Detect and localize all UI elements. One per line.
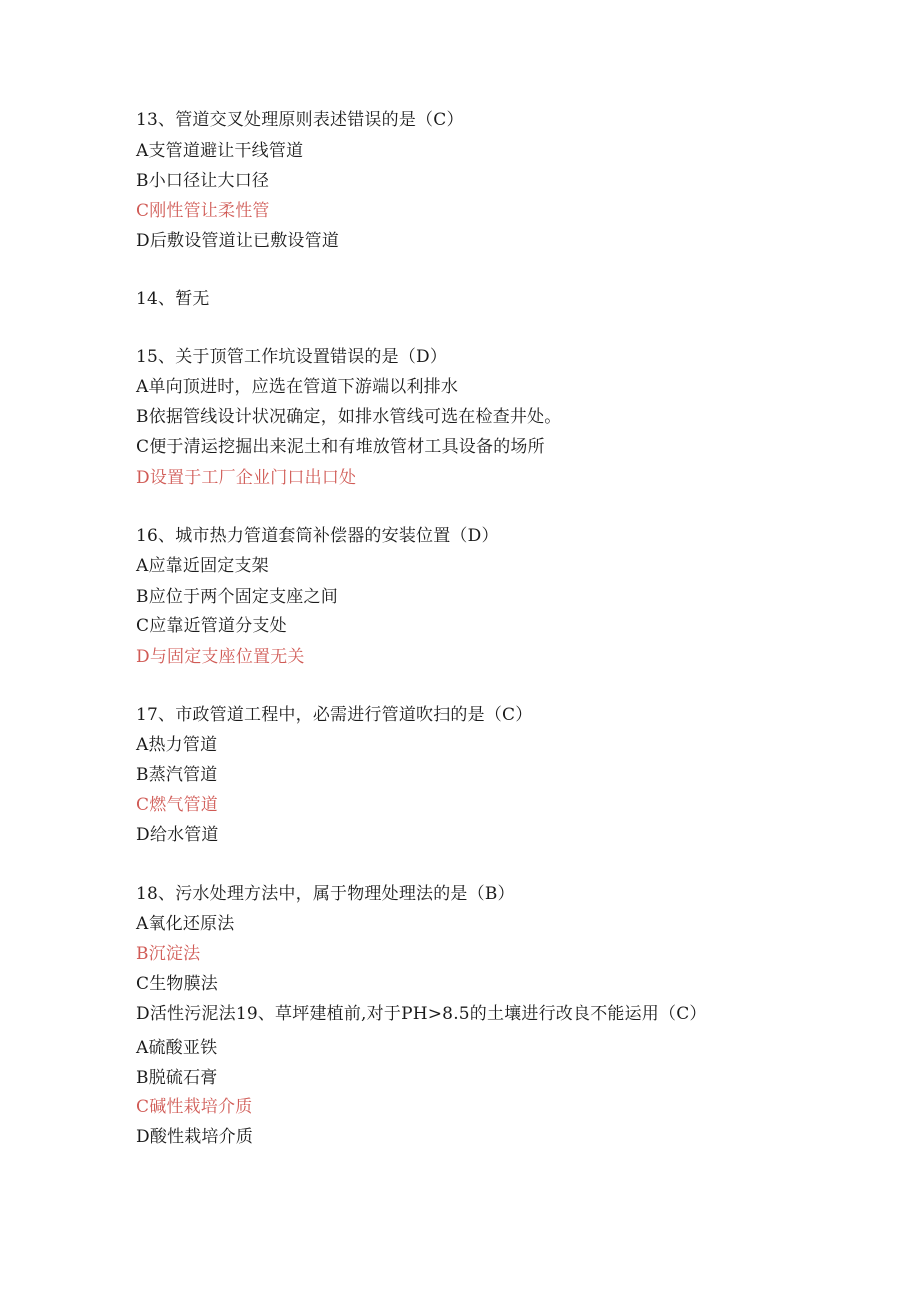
question-19-option-c-answer: C碱性栽培介质 [136,1097,253,1117]
question-14-stem: 14、暂无 [136,289,210,309]
question-16-option-b: B应位于两个固定支座之间 [136,587,338,607]
question-19-option-d: D酸性栽培介质 [136,1127,254,1147]
question-15-option-a: A单向顶进时，应选在管道下游端以利排水 [136,377,459,397]
question-13-option-a: A支管道避让干线管道 [136,141,304,161]
question-13-option-b: B小口径让大口径 [136,171,270,191]
question-16-option-c: C应靠近管道分支处 [136,616,287,636]
question-16-option-a: A应靠近固定支架 [136,556,269,576]
question-15-option-b: B依据管线设计状况确定，如排水管线可选在检查井处。 [136,407,562,427]
question-17-stem: 17、市政管道工程中，必需进行管道吹扫的是（C） [136,705,533,725]
question-15-stem: 15、关于顶管工作坑设置错误的是（D） [136,347,448,367]
question-19-option-a: A硫酸亚铁 [136,1038,218,1058]
question-13-stem: 13、管道交叉处理原则表述错误的是（C） [136,110,464,130]
question-15-option-d-answer: D设置于工厂企业门口出口处 [136,468,357,488]
question-18-option-c: C生物膜法 [136,974,219,994]
question-17-option-d: D给水管道 [136,825,219,845]
question-19-option-b: B脱硫石膏 [136,1068,218,1088]
question-18-option-b-answer: B沉淀法 [136,944,201,964]
question-18-option-d-and-question-19-stem: D活性污泥法19、草坪建植前,对于PH>8.5的土壤进行改良不能运用（C） [136,1004,707,1024]
question-17-option-b: B蒸汽管道 [136,765,218,785]
question-13-option-c-answer: C刚性管让柔性管 [136,201,270,221]
question-13-option-d: D后敷设管道让已敷设管道 [136,231,340,251]
question-18-stem: 18、污水处理方法中，属于物理处理法的是（B） [136,884,515,904]
question-15-option-c: C便于清运挖掘出来泥土和有堆放管材工具设备的场所 [136,437,545,457]
question-18-option-a: A氧化还原法 [136,914,235,934]
question-16-option-d-answer: D与固定支座位置无关 [136,647,305,667]
question-17-option-a: A热力管道 [136,735,218,755]
question-17-option-c-answer: C燃气管道 [136,795,219,815]
question-16-stem: 16、城市热力管道套筒补偿器的安装位置（D） [136,526,499,546]
